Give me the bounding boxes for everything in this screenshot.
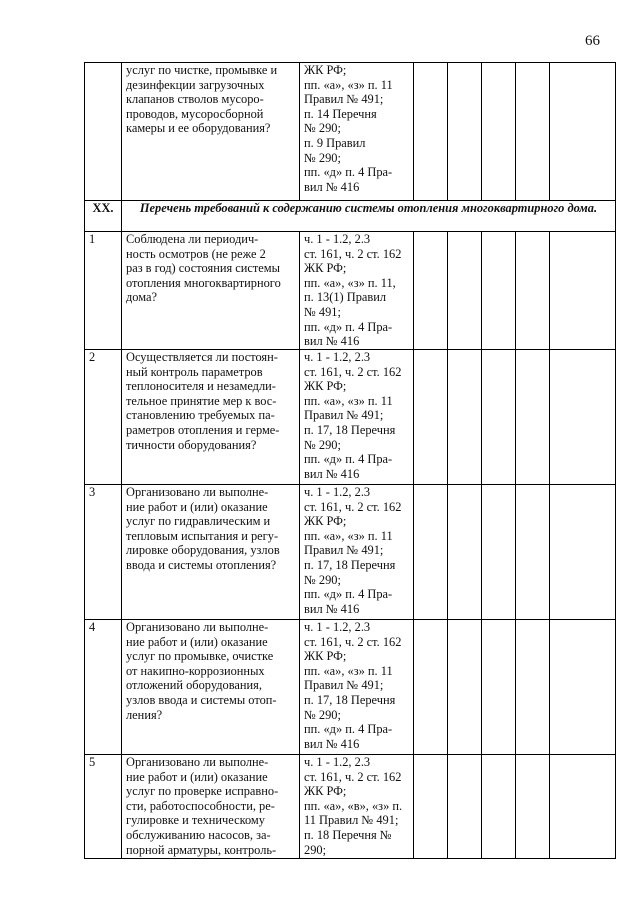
answer-cell xyxy=(482,485,516,620)
table-row xyxy=(85,232,616,350)
row-number: 4 xyxy=(85,620,122,755)
comment-cell xyxy=(550,485,616,620)
row-number: 1 xyxy=(85,232,122,350)
question-cell: Осуществляется ли постоян- ный контроль параметров теплоносителя и незамедли- тельное принятие мер к вос- становлению требуемых па- раметров отопления и герме- тичности оборудования? xyxy=(122,350,300,485)
answer-cell xyxy=(516,232,550,350)
question-cell: Соблюдена ли периодич- ность осмотров (не реже 2 раз в год) состояния системы отопления многоквартирного дома? xyxy=(122,232,300,350)
answer-cell xyxy=(448,620,482,755)
answer-cell xyxy=(448,485,482,620)
table-row xyxy=(85,755,616,859)
question-cell: Организовано ли выполне- ние работ и (или) оказание услуг по проверке исправно- сти, работоспособности, ре- гулировке и техническому обслуживанию насосов, за- порной арматуры, контроль- xyxy=(122,755,300,859)
comment-cell xyxy=(550,63,616,201)
answer-cell xyxy=(414,485,448,620)
reference-cell: ч. 1 - 1.2, 2.3 ст. 161, ч. 2 ст. 162 ЖК РФ; пп. «а», «з» п. 11 Правил № 491; п. 17, 18 Перечня № 290; пп. «д» п. 4 Пра- вил № 416 xyxy=(300,620,414,755)
table-row xyxy=(85,620,616,755)
answer-cell xyxy=(414,350,448,485)
answer-cell xyxy=(482,63,516,201)
answer-cell xyxy=(448,755,482,859)
answer-cell xyxy=(516,755,550,859)
table-row xyxy=(85,485,616,620)
question-cell: Организовано ли выполне- ние работ и (или) оказание услуг по промывке, очистке от накипно-коррозионных отложений оборудования, узлов ввода и системы отоп- ления? xyxy=(122,620,300,755)
answer-cell xyxy=(448,63,482,201)
table-row xyxy=(85,63,616,201)
table-row xyxy=(85,350,616,485)
section-number: XX. xyxy=(85,201,122,232)
question-cell: услуг по чистке, промывке и дезинфекции загрузочных клапанов стволов мусоро- проводов, мусоросборной камеры и ее оборудования? xyxy=(122,63,300,201)
page-number: 66 xyxy=(585,33,600,49)
answer-cell xyxy=(516,63,550,201)
reference-cell: ЖК РФ; пп. «а», «з» п. 11 Правил № 491; п. 14 Перечня № 290; п. 9 Правил № 290; пп. «д» п. 4 Пра- вил № 416 xyxy=(300,63,414,201)
reference-cell: ч. 1 - 1.2, 2.3 ст. 161, ч. 2 ст. 162 ЖК РФ; пп. «а», «з» п. 11 Правил № 491; п. 17, 18 Перечня № 290; пп. «д» п. 4 Пра- вил № 416 xyxy=(300,350,414,485)
comment-cell xyxy=(550,620,616,755)
answer-cell xyxy=(448,350,482,485)
answer-cell xyxy=(516,350,550,485)
comment-cell xyxy=(550,755,616,859)
answer-cell xyxy=(482,620,516,755)
answer-cell xyxy=(482,350,516,485)
answer-cell xyxy=(516,620,550,755)
row-number: 5 xyxy=(85,755,122,859)
answer-cell xyxy=(414,755,448,859)
question-cell: Организовано ли выполне- ние работ и (или) оказание услуг по гидравлическим и тепловым испытания и регу- лировке оборудования, узлов ввода и системы отопления? xyxy=(122,485,300,620)
row-number: 3 xyxy=(85,485,122,620)
answer-cell xyxy=(482,232,516,350)
answer-cell xyxy=(414,63,448,201)
reference-cell: ч. 1 - 1.2, 2.3 ст. 161, ч. 2 ст. 162 ЖК РФ; пп. «а», «з» п. 11, п. 13(1) Правил № 491; пп. «д» п. 4 Пра- вил № 416 xyxy=(300,232,414,350)
requirements-table xyxy=(84,62,616,859)
answer-cell xyxy=(482,755,516,859)
section-header-row xyxy=(85,201,616,232)
row-number: 2 xyxy=(85,350,122,485)
answer-cell xyxy=(448,232,482,350)
comment-cell xyxy=(550,232,616,350)
section-title: Перечень требований к содержанию системы отопления многоквартирного дома. xyxy=(122,201,616,232)
answer-cell xyxy=(414,620,448,755)
answer-cell xyxy=(516,485,550,620)
reference-cell: ч. 1 - 1.2, 2.3 ст. 161, ч. 2 ст. 162 ЖК РФ; пп. «а», «в», «з» п. 11 Правил № 491; п. 18 Перечня № 290; xyxy=(300,755,414,859)
comment-cell xyxy=(550,350,616,485)
reference-cell: ч. 1 - 1.2, 2.3 ст. 161, ч. 2 ст. 162 ЖК РФ; пп. «а», «з» п. 11 Правил № 491; п. 17, 18 Перечня № 290; пп. «д» п. 4 Пра- вил № 416 xyxy=(300,485,414,620)
answer-cell xyxy=(414,232,448,350)
